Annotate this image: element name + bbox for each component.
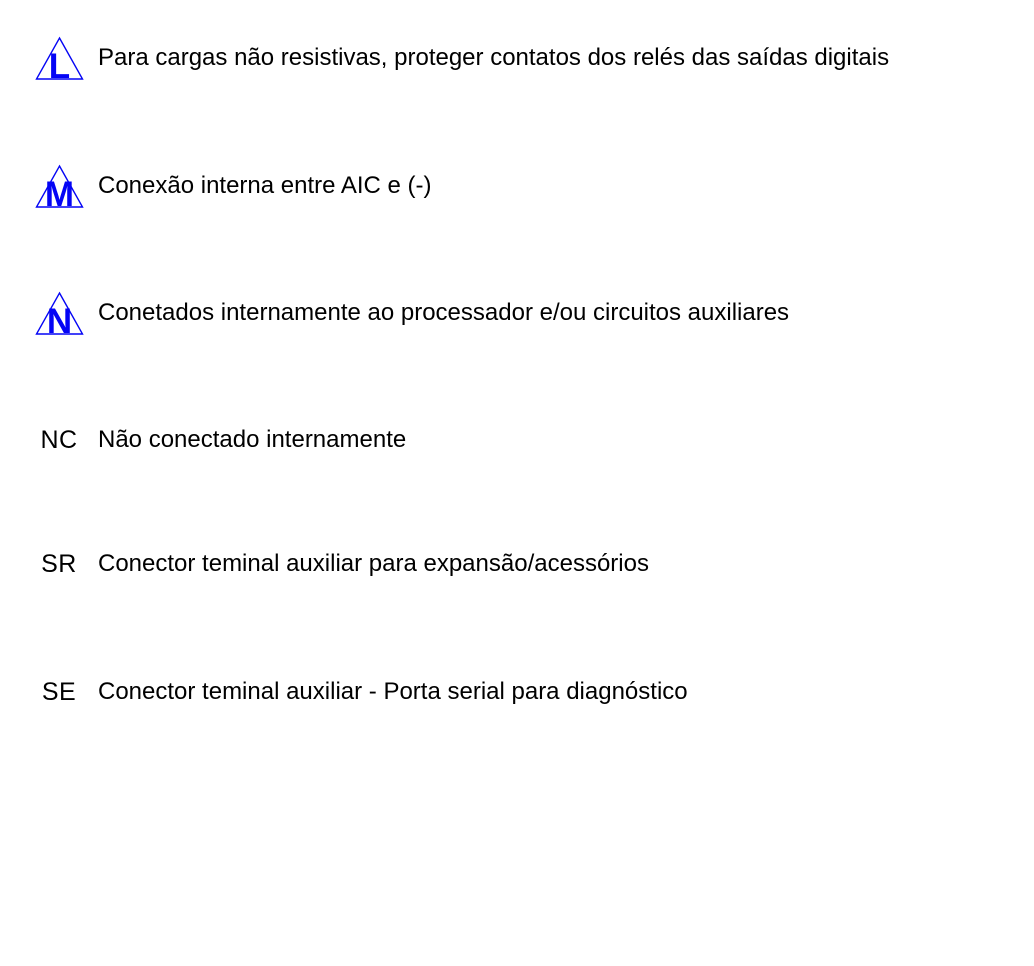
legend-description: Conector teminal auxiliar - Porta serial para diagnóstico (98, 678, 688, 705)
legend-row-triangle-l (0, 28, 1034, 88)
svg-text:M: M (44, 174, 74, 209)
abbreviation-label: SR (41, 549, 77, 578)
legend-description: Não conectado internamente (98, 426, 407, 453)
legend-row-sr (0, 534, 1034, 594)
legend-description: Conector teminal auxiliar para expansão/acessórios (98, 550, 649, 577)
warning-triangle-m-icon (33, 160, 85, 212)
legend-description: Para cargas não resistivas, proteger contatos dos relés das saídas digitais (98, 44, 890, 71)
svg-text:L: L (48, 46, 70, 81)
legend-description: Conexão interna entre AIC e (-) (98, 172, 432, 199)
warning-triangle-l-icon (33, 32, 85, 84)
abbreviation-label: NC (40, 425, 78, 454)
legend-description: Conetados internamente ao processador e/ou circuitos auxiliares (98, 299, 790, 326)
svg-text:N: N (46, 301, 72, 336)
legend-row-se (0, 662, 1034, 722)
warning-triangle-n-icon (33, 287, 85, 339)
legend-row-triangle-m (0, 156, 1034, 216)
legend-row-nc (0, 410, 1034, 470)
legend-row-triangle-n (0, 283, 1034, 343)
abbreviation-label: SE (41, 677, 77, 706)
